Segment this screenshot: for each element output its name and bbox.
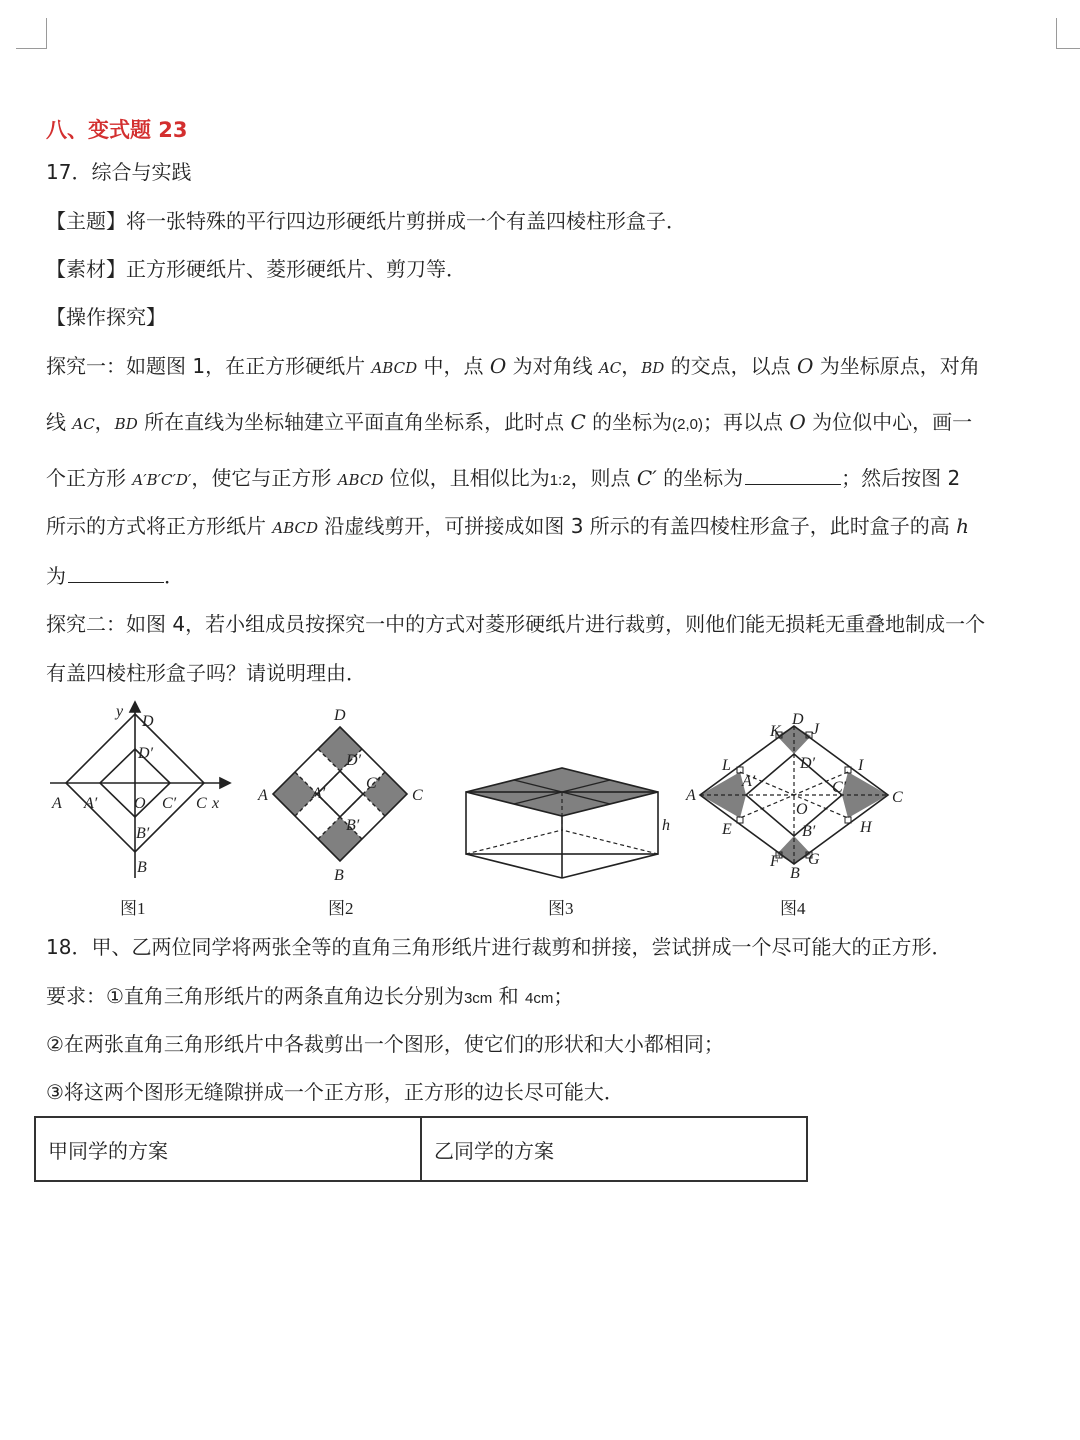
- text-span: 线: [46, 410, 73, 434]
- label-y: y: [116, 703, 124, 720]
- material-text: 正方形硬纸片、菱形硬纸片、剪刀等．: [126, 257, 466, 281]
- math-h: h: [956, 514, 970, 538]
- text-span: 的坐标为: [656, 466, 744, 490]
- label-c1: C′: [366, 775, 381, 792]
- label-x: x: [212, 795, 220, 812]
- text-span: ，则点: [570, 466, 637, 490]
- label-c: C: [412, 787, 423, 804]
- label-a: A: [258, 787, 268, 804]
- figure-3: [466, 768, 658, 878]
- q18-requirement-1: [46, 982, 573, 1013]
- explore1-line-1: [46, 352, 980, 382]
- label-c: C: [892, 789, 903, 806]
- label-j: J: [812, 721, 820, 738]
- text-span: 为对角线: [506, 354, 599, 378]
- box-edge: [562, 854, 658, 878]
- label-d1: D′: [138, 745, 154, 762]
- label-a: A: [52, 795, 62, 812]
- text-span: 沿虚线剪开，可拼接成如图 3 所示的有盖四棱柱形盒子，此时盒子的高: [318, 514, 957, 538]
- text-span: 位似，且相似比为: [383, 466, 550, 490]
- text-span: ，: [621, 354, 642, 378]
- x-axis-arrow: [220, 778, 230, 788]
- math-abcd: ABCD: [371, 359, 418, 377]
- label-h: H: [860, 819, 872, 836]
- text-span: 所在直线为坐标轴建立平面直角坐标系，此时点: [137, 410, 571, 434]
- answer-blank-1[interactable]: [745, 466, 841, 485]
- math-c1: C′: [636, 466, 657, 490]
- text-span: 为: [46, 564, 66, 588]
- caption-fig3: 图3: [548, 899, 574, 918]
- label-e: E: [722, 821, 732, 838]
- text-span: ，: [94, 410, 115, 434]
- text-span: ；然后按图 2: [841, 466, 961, 490]
- q17-title: 17．综合与实践: [46, 160, 192, 184]
- text-span: 个正方形: [46, 466, 133, 490]
- math-len1: 3cm: [463, 990, 493, 1007]
- text-span: ，使它与正方形: [191, 466, 338, 490]
- plan-cell-yi: 乙同学的方案: [421, 1117, 807, 1181]
- crop-mark-top-left: [16, 18, 47, 49]
- math-ratio: 1:2: [549, 472, 571, 489]
- text-span: 和: [492, 984, 525, 1008]
- q17-operation-label: 【操作探究】: [46, 305, 166, 329]
- figure-2: [273, 727, 407, 861]
- math-ac: AC: [72, 415, 95, 433]
- label-b1: B′: [346, 817, 360, 834]
- label-c: C: [196, 795, 207, 812]
- theme-text: 将一张特殊的平行四边形硬纸片剪拼成一个有盖四棱柱形盒子．: [126, 209, 686, 233]
- label-d1: D′: [346, 752, 362, 769]
- label-g: G: [808, 851, 820, 868]
- q18-requirement-2: ②在两张直角三角形纸片中各裁剪出一个图形，使它们的形状和大小都相同；: [46, 1032, 724, 1056]
- explore2-line-1: 探究二：如图 4，若小组成员按探究一中的方式对菱形硬纸片进行裁剪，则他们能无损耗无重叠地制成一个: [46, 612, 986, 636]
- math-ac: AC: [598, 359, 622, 377]
- figure-4: [700, 726, 888, 864]
- label-i: I: [858, 757, 864, 774]
- text-span: 为位似中心，画一: [805, 410, 973, 434]
- label-d: D: [792, 711, 804, 728]
- label-c1: C′: [832, 779, 847, 796]
- text-span: ；再以点: [702, 410, 790, 434]
- math-a1b1c1d1: A′B′C′D′: [132, 471, 192, 489]
- q18-title: 18．甲、乙两位同学将两张全等的直角三角形纸片进行裁剪和拼接，尝试拼成一个尽可能大的正方形．: [46, 935, 952, 959]
- q18-requirement-3: ③将这两个图形无缝隙拼成一个正方形，正方形的边长尽可能大．: [46, 1080, 624, 1104]
- caption-fig4: 图4: [780, 899, 806, 918]
- text-span: ．: [164, 564, 184, 588]
- explore1-line-5: [46, 562, 184, 590]
- label-a1: A′: [84, 795, 98, 812]
- explore2-line-2: 有盖四棱柱形盒子吗？请说明理由．: [46, 661, 366, 685]
- math-abcd: ABCD: [337, 471, 384, 489]
- math-c: C: [570, 410, 586, 434]
- explore1-line-4: [46, 512, 969, 542]
- plan-table: [34, 1116, 808, 1182]
- theme-label: 【主题】: [46, 209, 126, 233]
- figures-row: [40, 696, 920, 926]
- material-label: 【素材】: [46, 257, 126, 281]
- answer-blank-2[interactable]: [68, 564, 164, 583]
- crop-mark-top-right: [1056, 18, 1080, 49]
- plan-cell-jia: 甲同学的方案: [35, 1117, 421, 1181]
- text-span: 探究一：如题图 1，在正方形硬纸片: [46, 354, 372, 378]
- figure-1: [50, 702, 230, 878]
- label-o: O: [796, 801, 808, 818]
- label-a1: A′: [312, 785, 326, 802]
- label-b1: B′: [136, 825, 150, 842]
- text-span: 的交点，以点: [664, 354, 798, 378]
- math-o: O: [797, 354, 814, 378]
- label-l: L: [722, 757, 731, 774]
- caption-fig1: 图1: [120, 899, 146, 918]
- label-b: B: [334, 867, 344, 884]
- label-a: A: [686, 787, 696, 804]
- label-f: F: [770, 853, 780, 870]
- label-b: B: [137, 859, 147, 876]
- label-k: K: [770, 723, 781, 740]
- text-span: ；: [553, 984, 574, 1008]
- label-d: D: [142, 713, 154, 730]
- caption-fig2: 图2: [328, 899, 354, 918]
- label-b: B: [790, 865, 800, 882]
- text-span: 要求：①直角三角形纸片的两条直角边长分别为: [46, 984, 464, 1008]
- shade-left: [273, 772, 317, 816]
- hidden-edge: [466, 830, 562, 854]
- math-bd: BD: [641, 359, 665, 377]
- math-o: O: [789, 410, 806, 434]
- math-coord: (2,0): [672, 416, 703, 433]
- table-row: [35, 1117, 807, 1181]
- box-edge: [466, 854, 562, 878]
- hidden-edge: [562, 830, 658, 854]
- text-span: 所示的方式将正方形纸片: [46, 514, 273, 538]
- text-span: 中，点: [417, 354, 490, 378]
- label-d1: D′: [800, 755, 816, 772]
- text-span: 的坐标为: [585, 410, 673, 434]
- math-bd: BD: [114, 415, 138, 433]
- math-abcd: ABCD: [272, 519, 318, 537]
- label-d: D: [334, 707, 346, 724]
- text-span: 为坐标原点，对角: [813, 354, 980, 378]
- q17-theme: [46, 207, 686, 235]
- label-b1: B′: [802, 823, 816, 840]
- label-c1: C′: [162, 795, 177, 812]
- label-a1: A′: [742, 773, 756, 790]
- q17-material: [46, 255, 466, 283]
- label-o: O: [134, 795, 146, 812]
- math-len2: 4cm: [525, 990, 554, 1007]
- y-axis-arrow: [130, 702, 140, 712]
- section-heading: 八、变式题 23: [46, 118, 188, 142]
- label-h: h: [662, 817, 670, 834]
- math-o: O: [489, 354, 507, 378]
- explore1-line-3: [46, 464, 960, 495]
- explore1-line-2: [46, 408, 972, 439]
